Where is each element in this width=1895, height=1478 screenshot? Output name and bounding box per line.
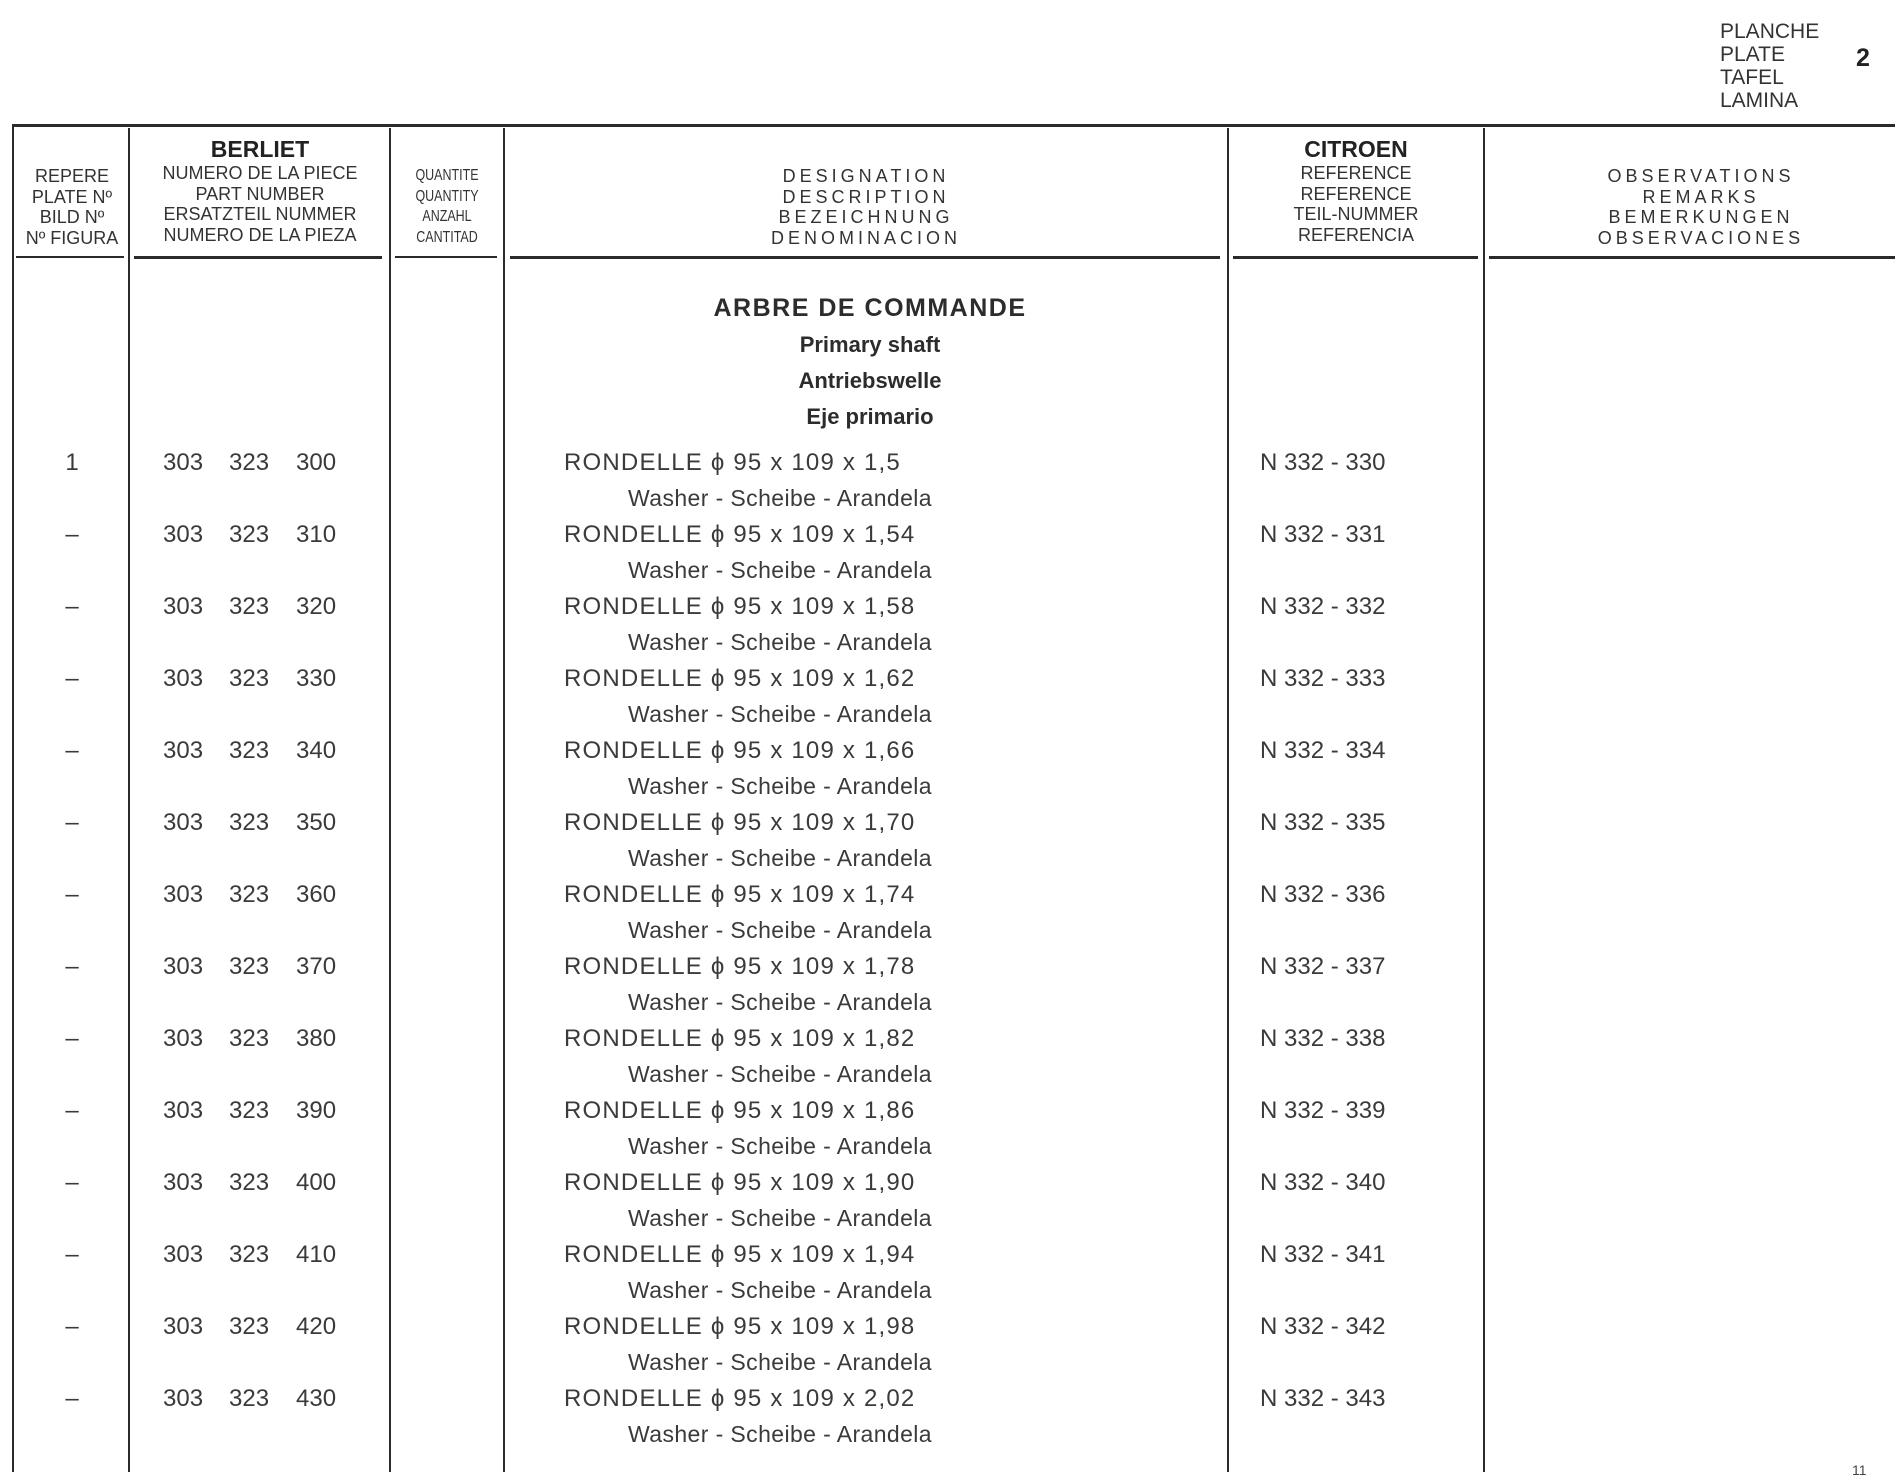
row-designation: RONDELLE ϕ 95 x 109 x 1,98 — [564, 1313, 916, 1340]
header-berliet-brand: BERLIET — [210, 136, 310, 162]
row-part-number-segment: 323 — [229, 881, 270, 908]
row-part-number-segment: 303 — [163, 449, 204, 476]
row-designation: RONDELLE ϕ 95 x 109 x 1,70 — [564, 809, 916, 836]
plate-label-fr: PLANCHE — [1720, 20, 1820, 43]
plate-label-de: TAFEL — [1720, 66, 1784, 89]
row-part-number-segment: 323 — [229, 665, 270, 692]
row-citroen-reference: N 332 - 334 — [1260, 737, 1386, 764]
row-part-number-segment: 400 — [296, 1169, 337, 1196]
row-citroen-reference: N 332 - 335 — [1260, 809, 1386, 836]
row-citroen-reference: N 332 - 339 — [1260, 1097, 1386, 1124]
row-designation-translation: Washer - Scheibe - Arandela — [628, 1349, 932, 1375]
header-rule — [510, 256, 1220, 259]
table-top-rule — [12, 124, 1895, 127]
header-citroen-line: REFERENCIA — [1297, 224, 1414, 245]
row-part-number-segment: 390 — [296, 1097, 337, 1124]
row-part-number-segment: 303 — [163, 665, 204, 692]
row-repere: – — [65, 521, 79, 548]
header-citroen-line: TEIL-NUMMER — [1293, 204, 1419, 224]
row-designation-translation: Washer - Scheibe - Arandela — [628, 1277, 932, 1303]
row-citroen-reference: N 332 - 343 — [1260, 1385, 1386, 1412]
row-designation-translation: Washer - Scheibe - Arandela — [628, 1421, 932, 1447]
row-part-number-segment: 410 — [296, 1241, 337, 1268]
row-designation-translation: Washer - Scheibe - Arandela — [628, 1061, 932, 1087]
header-repere-line: BILD Nº — [39, 207, 105, 227]
row-part-number-segment: 303 — [163, 1241, 204, 1268]
row-designation-translation: Washer - Scheibe - Arandela — [628, 1133, 932, 1159]
column-divider — [1227, 128, 1229, 1472]
row-part-number-segment: 323 — [229, 449, 270, 476]
column-divider — [128, 128, 130, 1472]
row-part-number-segment: 420 — [296, 1313, 337, 1340]
header-designation-line: DESCRIPTION — [782, 186, 950, 207]
header-berliet — [130, 136, 390, 245]
row-designation-translation: Washer - Scheibe - Arandela — [628, 557, 932, 583]
row-designation: RONDELLE ϕ 95 x 109 x 1,78 — [564, 953, 916, 980]
header-quantity-line: CANTITAD — [416, 228, 478, 246]
page-number: 11 — [1852, 1462, 1867, 1478]
row-citroen-reference: N 332 - 331 — [1260, 521, 1386, 548]
row-part-number-segment: 303 — [163, 593, 204, 620]
row-designation-translation: Washer - Scheibe - Arandela — [628, 917, 932, 943]
header-berliet-line: NUMERO DE LA PIECE — [162, 163, 358, 183]
row-designation-translation: Washer - Scheibe - Arandela — [628, 485, 932, 511]
header-rule — [1489, 256, 1895, 259]
row-part-number-segment: 303 — [163, 809, 204, 836]
header-quantity-line: QUANTITY — [415, 187, 479, 205]
row-part-number-segment: 323 — [229, 521, 270, 548]
row-part-number-segment: 330 — [296, 665, 337, 692]
column-divider — [389, 128, 391, 1472]
row-part-number-segment: 303 — [163, 1025, 204, 1052]
row-part-number-segment: 360 — [296, 881, 337, 908]
row-designation: RONDELLE ϕ 95 x 109 x 1,82 — [564, 1025, 916, 1052]
row-part-number-segment: 310 — [296, 521, 337, 548]
header-repere-line: PLATE Nº — [31, 186, 113, 207]
row-part-number-segment: 323 — [229, 593, 270, 620]
header-berliet-line: ERSATZTEIL NUMMER — [163, 204, 357, 224]
row-repere: – — [65, 809, 79, 836]
row-part-number-segment: 320 — [296, 593, 337, 620]
row-part-number-segment: 323 — [229, 953, 270, 980]
header-observations-line: OBSERVATIONS — [1607, 166, 1795, 186]
plate-label-en: PLATE — [1720, 43, 1785, 66]
header-rule — [16, 256, 124, 258]
section-subtitle-de: Antriebswelle — [798, 368, 942, 393]
header-repere-line: REPERE — [34, 166, 110, 186]
row-designation: RONDELLE ϕ 95 x 109 x 1,5 — [564, 449, 901, 476]
row-repere: – — [65, 1241, 79, 1268]
header-rule — [395, 256, 497, 258]
header-observations-line: OBSERVACIONES — [1597, 227, 1805, 248]
header-berliet-line: NUMERO DE LA PIEZA — [163, 224, 357, 245]
header-citroen — [1229, 136, 1483, 245]
row-citroen-reference: N 332 - 330 — [1260, 449, 1386, 476]
row-part-number-segment: 340 — [296, 737, 337, 764]
header-citroen-line: REFERENCE — [1300, 183, 1412, 204]
row-part-number-segment: 303 — [163, 1097, 204, 1124]
header-citroen-line: REFERENCE — [1300, 163, 1412, 183]
column-divider — [12, 124, 14, 1472]
row-repere: – — [65, 1385, 79, 1412]
row-designation: RONDELLE ϕ 95 x 109 x 1,62 — [564, 665, 916, 692]
column-divider — [1483, 128, 1485, 1472]
header-quantity-line: QUANTITE — [415, 167, 479, 184]
row-citroen-reference: N 332 - 337 — [1260, 953, 1386, 980]
row-part-number-segment: 323 — [229, 1385, 270, 1412]
row-repere: – — [65, 1313, 79, 1340]
row-designation: RONDELLE ϕ 95 x 109 x 1,74 — [564, 881, 916, 908]
row-part-number-segment: 323 — [229, 809, 270, 836]
row-part-number-segment: 303 — [163, 1313, 204, 1340]
row-citroen-reference: N 332 - 341 — [1260, 1241, 1386, 1268]
row-part-number-segment: 323 — [229, 1097, 270, 1124]
row-repere: – — [65, 665, 79, 692]
row-part-number-segment: 430 — [296, 1385, 337, 1412]
plate-labels — [1720, 20, 1819, 112]
row-designation-translation: Washer - Scheibe - Arandela — [628, 701, 932, 727]
row-part-number-segment: 303 — [163, 737, 204, 764]
row-part-number-segment: 380 — [296, 1025, 337, 1052]
row-designation-translation: Washer - Scheibe - Arandela — [628, 629, 932, 655]
row-citroen-reference: N 332 - 333 — [1260, 665, 1386, 692]
header-designation-line: DENOMINACION — [770, 227, 961, 248]
row-designation-translation: Washer - Scheibe - Arandela — [628, 989, 932, 1015]
header-observations-line: REMARKS — [1642, 186, 1760, 207]
header-observations — [1485, 166, 1895, 248]
row-part-number-segment: 303 — [163, 1385, 204, 1412]
row-repere: – — [65, 1097, 79, 1124]
row-citroen-reference: N 332 - 338 — [1260, 1025, 1386, 1052]
row-part-number-segment: 303 — [163, 1169, 204, 1196]
header-rule — [1233, 256, 1478, 259]
row-repere: – — [65, 881, 79, 908]
row-part-number-segment: 350 — [296, 809, 337, 836]
row-designation: RONDELLE ϕ 95 x 109 x 1,90 — [564, 1169, 916, 1196]
row-designation: RONDELLE ϕ 95 x 109 x 1,58 — [564, 593, 916, 620]
header-citroen-brand: CITROEN — [1304, 136, 1408, 162]
row-repere: – — [65, 953, 79, 980]
header-designation-line: DESIGNATION — [782, 166, 950, 186]
section-subtitle-es: Eje primario — [806, 404, 934, 429]
row-part-number-segment: 300 — [296, 449, 337, 476]
section-subtitle-en: Primary shaft — [799, 332, 941, 357]
header-repere-line: Nº FIGURA — [25, 227, 119, 248]
row-part-number-segment: 303 — [163, 521, 204, 548]
row-part-number-segment: 323 — [229, 1169, 270, 1196]
row-part-number-segment: 303 — [163, 953, 204, 980]
row-repere: – — [65, 593, 79, 620]
row-part-number-segment: 323 — [229, 1241, 270, 1268]
plate-number: 2 — [1856, 44, 1870, 72]
header-repere — [14, 166, 130, 248]
row-designation-translation: Washer - Scheibe - Arandela — [628, 845, 932, 871]
header-observations-line: BEMERKUNGEN — [1608, 207, 1794, 227]
row-citroen-reference: N 332 - 340 — [1260, 1169, 1386, 1196]
row-designation: RONDELLE ϕ 95 x 109 x 1,86 — [564, 1097, 916, 1124]
row-repere: – — [65, 737, 79, 764]
row-part-number-segment: 303 — [163, 881, 204, 908]
row-part-number-segment: 323 — [229, 737, 270, 764]
row-citroen-reference: N 332 - 342 — [1260, 1313, 1386, 1340]
row-designation: RONDELLE ϕ 95 x 109 x 2,02 — [564, 1385, 916, 1412]
row-designation-translation: Washer - Scheibe - Arandela — [628, 773, 932, 799]
column-divider — [503, 128, 505, 1472]
header-designation — [505, 166, 1227, 248]
header-quantity — [403, 166, 490, 248]
row-designation: RONDELLE ϕ 95 x 109 x 1,54 — [564, 521, 916, 548]
row-repere: 1 — [65, 449, 79, 476]
row-part-number-segment: 370 — [296, 953, 337, 980]
header-berliet-line: PART NUMBER — [195, 183, 325, 204]
row-repere: – — [65, 1169, 79, 1196]
row-designation-translation: Washer - Scheibe - Arandela — [628, 1205, 932, 1231]
row-designation: RONDELLE ϕ 95 x 109 x 1,66 — [564, 737, 916, 764]
plate-label-es: LAMINA — [1720, 89, 1799, 112]
header-quantity-line: ANZAHL — [422, 208, 472, 225]
row-designation: RONDELLE ϕ 95 x 109 x 1,94 — [564, 1241, 916, 1268]
header-designation-line: BEZEICHNUNG — [778, 207, 954, 227]
row-citroen-reference: N 332 - 336 — [1260, 881, 1386, 908]
section-title: ARBRE DE COMMANDE — [713, 294, 1027, 322]
row-part-number-segment: 323 — [229, 1025, 270, 1052]
row-repere: – — [65, 1025, 79, 1052]
header-rule — [134, 256, 382, 259]
row-citroen-reference: N 332 - 332 — [1260, 593, 1386, 620]
row-part-number-segment: 323 — [229, 1313, 270, 1340]
